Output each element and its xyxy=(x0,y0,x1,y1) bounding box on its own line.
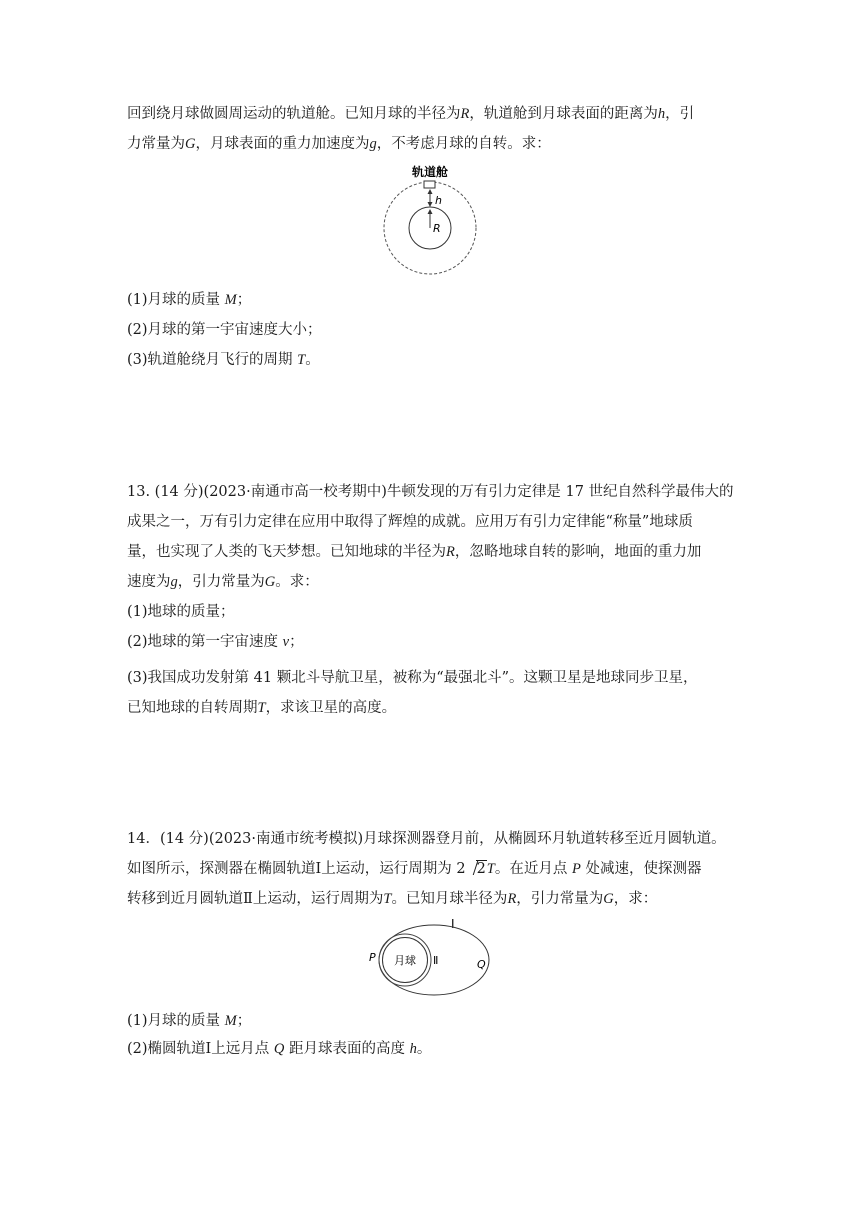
text-run: (1)月球的质量 xyxy=(127,292,225,308)
label-Q: Q xyxy=(477,958,486,971)
sqrt-radicand: 2 xyxy=(476,861,486,877)
text-run: ； xyxy=(236,1013,252,1029)
var-G: G xyxy=(264,574,276,590)
text-run: 。已知月球半径为 xyxy=(391,891,508,907)
intro-line-2 xyxy=(127,134,551,154)
label-orbit-II: Ⅱ xyxy=(433,954,439,967)
q14-part-1 xyxy=(127,1011,251,1031)
label-h: h xyxy=(435,194,442,207)
text-run: ，轨道舱到月球表面的距离为 xyxy=(469,106,658,122)
text-run: (1)月球的质量 xyxy=(127,1013,225,1029)
text-run: 速度为 xyxy=(127,574,171,590)
text-run: 。 xyxy=(416,1041,432,1057)
cabin-box xyxy=(424,181,435,188)
text-run: 。求： xyxy=(275,574,319,590)
q14-line-1 xyxy=(127,829,726,849)
q13-part-2 xyxy=(127,632,304,652)
text-run: 已知地球的自转周期 xyxy=(127,700,258,716)
text-run: (2)月球的第一宇宙速度大小； xyxy=(127,322,322,338)
figure-elliptical-orbit xyxy=(365,912,500,998)
var-P: P xyxy=(571,861,581,877)
q14-line-3 xyxy=(127,889,657,909)
q13-part-1 xyxy=(127,602,235,622)
var-M: M xyxy=(224,292,237,308)
h-arrow-head-top xyxy=(428,189,433,194)
label-P: P xyxy=(369,951,376,964)
figure-orbit-cabin xyxy=(370,160,490,280)
var-T: T xyxy=(486,861,495,877)
q14-part-2 xyxy=(127,1039,431,1059)
text-run: (3)我国成功发射第 41 颗北斗导航卫星，被称为“最强北斗”。这颗卫星是地球同步卫星， xyxy=(127,670,698,686)
text-run: ； xyxy=(289,634,304,650)
text-run: 。 xyxy=(305,352,320,368)
label-moon: 月球 xyxy=(394,954,416,967)
text-run: 处减速，使探测器 xyxy=(580,861,702,877)
text-run: 力常量为 xyxy=(127,136,185,152)
var-T: T xyxy=(297,352,306,368)
text-run: 距月球表面的高度 xyxy=(284,1041,410,1057)
text-run: 成果之一，万有引力定律在应用中取得了辉煌的成就。应用万有引力定律能“称量”地球质 xyxy=(127,514,693,530)
h-arrow-head-bottom xyxy=(428,202,433,207)
text-run: 。在近月点 xyxy=(494,861,572,877)
q13-part-3-line-2 xyxy=(127,698,396,718)
text-run: ； xyxy=(236,292,252,308)
text-run: ，引力常量为 xyxy=(177,574,265,590)
q13-part-3-line-1 xyxy=(127,668,698,688)
r-arrow-head xyxy=(428,209,433,214)
q12-part-1 xyxy=(127,290,251,310)
q12-part-3 xyxy=(127,350,320,370)
intro-line-1 xyxy=(127,104,694,124)
text-run: ，引力常量为 xyxy=(516,891,604,907)
text-run: 13. (14 分)(2023·南通市高一校考期中)牛顿发现的万有引力定律是 17 世纪自然科学最伟大的 xyxy=(127,484,734,500)
label-orbit-I: Ⅰ xyxy=(451,917,455,931)
q14-line-2 xyxy=(127,859,701,879)
text-run: 14．(14 分)(2023·南通市统考模拟)月球探测器登月前，从椭圆环月轨道转移至近月圆轨道。 xyxy=(127,831,726,847)
text-run: ，忽略地球自转的影响，地面的重力加 xyxy=(454,544,702,560)
var-g: g xyxy=(170,574,178,590)
text-run: 如图所示，探测器在椭圆轨道Ⅰ上运动，运行周期为 2 xyxy=(127,861,466,877)
text-run: (3)轨道舱绕月飞行的周期 xyxy=(127,352,298,368)
var-Q: Q xyxy=(273,1041,285,1057)
q12-part-2 xyxy=(127,320,322,340)
text-run: ，求： xyxy=(613,891,658,907)
var-R: R xyxy=(460,106,470,122)
var-T: T xyxy=(383,891,392,907)
text-run: ，引 xyxy=(665,106,695,122)
q13-line-3 xyxy=(127,542,701,562)
var-M: M xyxy=(224,1013,237,1029)
var-T: T xyxy=(257,700,266,716)
label-R: R xyxy=(433,222,441,235)
var-h: h xyxy=(657,106,666,122)
q13-line-2 xyxy=(127,512,693,532)
text-run: 量，也实现了人类的飞天梦想。已知地球的半径为 xyxy=(127,544,446,560)
text-run: (1)地球的质量； xyxy=(127,604,235,620)
sqrt-symbol xyxy=(467,859,487,879)
figure-title: 轨道舱 xyxy=(411,165,449,179)
var-g: g xyxy=(369,136,377,152)
text-run: ，求该卫星的高度。 xyxy=(265,700,397,716)
q13-line-4 xyxy=(127,572,319,592)
var-R: R xyxy=(446,544,455,560)
q13-line-1 xyxy=(127,482,734,502)
text-run: 回到绕月球做圆周运动的轨道舱。已知月球的半径为 xyxy=(127,106,461,122)
var-h: h xyxy=(409,1041,417,1057)
text-run: ，月球表面的重力加速度为 xyxy=(195,136,370,152)
text-run: (2)椭圆轨道Ⅰ上远月点 xyxy=(127,1041,274,1057)
var-R: R xyxy=(507,891,517,907)
text-run: (2)地球的第一宇宙速度 xyxy=(127,634,283,650)
var-v: v xyxy=(282,634,290,650)
var-G: G xyxy=(185,136,196,152)
text-run: 转移到近月圆轨道Ⅱ上运动，运行周期为 xyxy=(127,891,384,907)
text-run: ，不考虑月球的自转。求： xyxy=(376,136,551,152)
var-G: G xyxy=(603,891,614,907)
